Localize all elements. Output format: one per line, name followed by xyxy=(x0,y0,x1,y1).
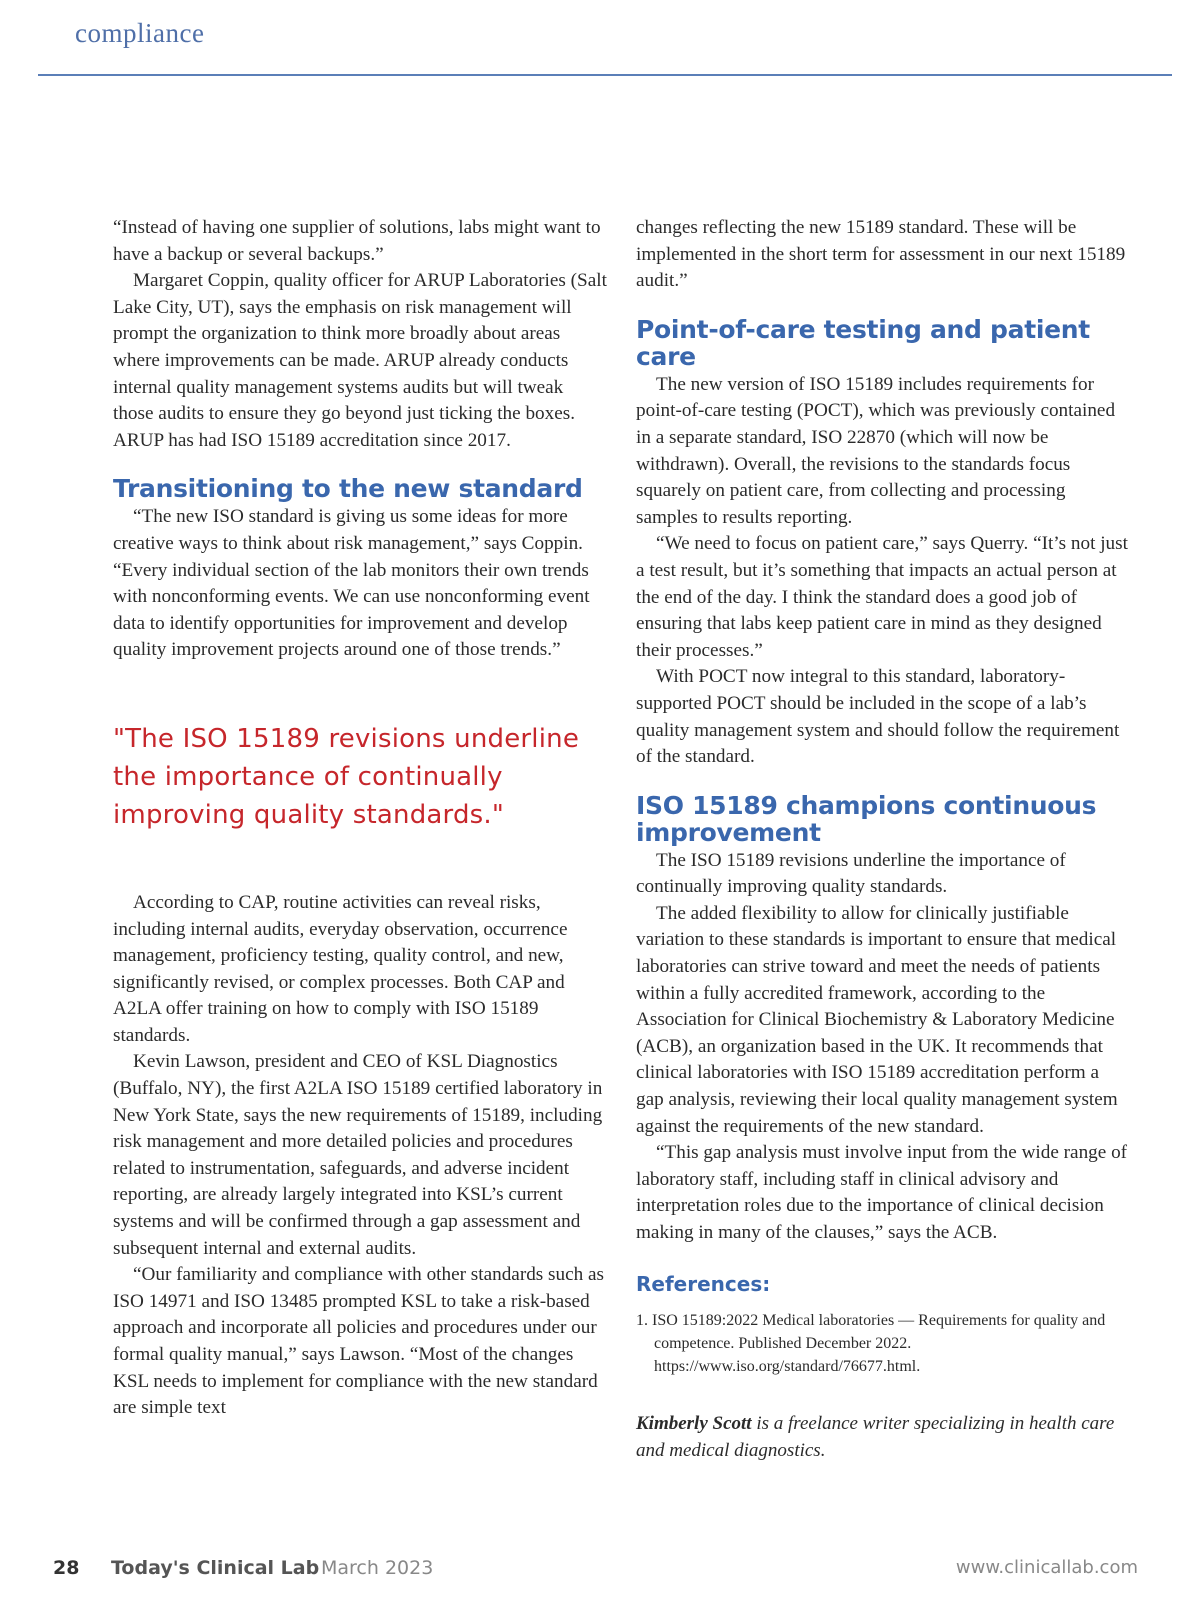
author-description: is a freelance writer specializing in health care and medical diagnostics. xyxy=(636,1413,1115,1462)
paragraph: “This gap analysis must involve input from the wide range of laboratory staff, including staff in clinical advisory and interpretation roles due to the importance of clinical decision making in many of the clauses,” says the ACB. xyxy=(636,1142,1128,1243)
issue-date: March 2023 xyxy=(321,1557,434,1579)
paragraph: Margaret Coppin, quality officer for ARUP Laboratories (Salt Lake City, UT), says the emphasis on risk management will prompt the organization to think more broadly about areas where improvements can be made. ARUP already conducts internal quality management systems audits but will tweak those audits to ensure they go beyond just ticking the boxes. ARUP has had ISO 15189 accreditation since 2017. xyxy=(113,270,607,451)
paragraph: changes reflecting the new 15189 standard. These will be implemented in the short term for assessment in our next 15189 audit.” xyxy=(636,217,1126,292)
heading-transitioning: Transitioning to the new standard xyxy=(113,474,583,504)
paragraph: The new version of ISO 15189 includes requirements for point-of-care testing (POCT), which was previously contained in a separate standard, ISO 22870 (which will now be withdrawn). Overall, the revisions to the standards focus squarely on patient care, from collecting and processing samples to results reporting. xyxy=(636,373,1116,528)
paragraph: “Our familiarity and compliance with other standards such as ISO 14971 and ISO 13485 prompted KSL to take a risk-based approach and incorporate all policies and procedures under our formal quality manual,” says Lawson. “Most of the changes KSL needs to implement for compliance with the new standard are simple text xyxy=(113,1264,605,1419)
heading-references: References: xyxy=(636,1271,771,1296)
paragraph: The added flexibility to allow for clinically justifiable variation to these standards is important to ensure that medical laboratories can strive toward and meet the needs of patients within a fully accredited framework, according to the Association for Clinical Biochemistry & Laboratory Medicine (ACB), an organization based in the UK. It recommends that clinical laboratories with ISO 15189 accreditation perform a gap analysis, reviewing their local quality management system against the requirements of the new standard. xyxy=(636,902,1118,1137)
website-link[interactable]: www.clinicallab.com xyxy=(955,1557,1138,1578)
right-column xyxy=(636,215,1131,1464)
paragraph: Kevin Lawson, president and CEO of KSL Diagnostics (Buffalo, NY), the first A2LA ISO 15189 certified laboratory in New York State, says the new requirements of 15189, including risk management and more detailed policies and procedures related to instrumentation, safeguards, and adverse incident reporting, are already largely integrated into KSL’s current systems and will be confirmed through a gap assessment and subsequent internal and external audits. xyxy=(113,1051,603,1259)
heading-poct: Point-of-care testing and patient care xyxy=(636,314,1090,371)
page-number: 28 xyxy=(53,1557,80,1579)
paragraph: “The new ISO standard is giving us some ideas for more creative ways to think about risk management,” says Coppin. “Every individual section of the lab monitors their own trends with nonconforming events. We can use nonconforming event data to identify opportunities for improvement and develop quality improvement projects around one of those trends.” xyxy=(113,506,590,661)
reference-item: 1. ISO 15189:2022 Medical laboratories — Requirements for quality and competence. Published December 2022. https://www.iso.org/standard/76677.html. xyxy=(636,1312,1106,1376)
paragraph: The ISO 15189 revisions underline the importance of continually improving quality standards. xyxy=(636,849,1066,898)
reference-list xyxy=(636,1309,1131,1378)
paragraph: With POCT now integral to this standard, laboratory-supported POCT should be included in the scope of a lab’s quality management system and should follow the requirement of the standard. xyxy=(636,666,1120,768)
paragraph: “Instead of having one supplier of solutions, labs might want to have a backup or several backups.” xyxy=(113,217,601,265)
left-column xyxy=(113,215,608,1422)
section-label: compliance xyxy=(75,18,205,48)
page-footer xyxy=(53,1557,1138,1587)
paragraph: “We need to focus on patient care,” says Querry. “It’s not just a test result, but it’s something that impacts an actual person at the end of the day. I think the standard does a good job of ensuring that labs keep patient care in mind as they designed their processes.” xyxy=(636,533,1128,661)
header-rule xyxy=(38,74,1172,76)
heading-champions: ISO 15189 champions continuous improvement xyxy=(636,790,1097,847)
author-name: Kimberly Scott xyxy=(636,1413,752,1435)
paragraph: According to CAP, routine activities can reveal risks, including internal audits, everyday observation, occurrence management, proficiency testing, quality control, and new, significantly revised, or complex processes. Both CAP and A2LA offer training on how to comply with ISO 15189 standards. xyxy=(113,891,568,1046)
pull-quote: "The ISO 15189 revisions underline the importance of continually improving quality standards." xyxy=(113,723,580,830)
publication-name: Today's Clinical Lab xyxy=(111,1557,320,1579)
author-bio xyxy=(636,1410,1131,1464)
